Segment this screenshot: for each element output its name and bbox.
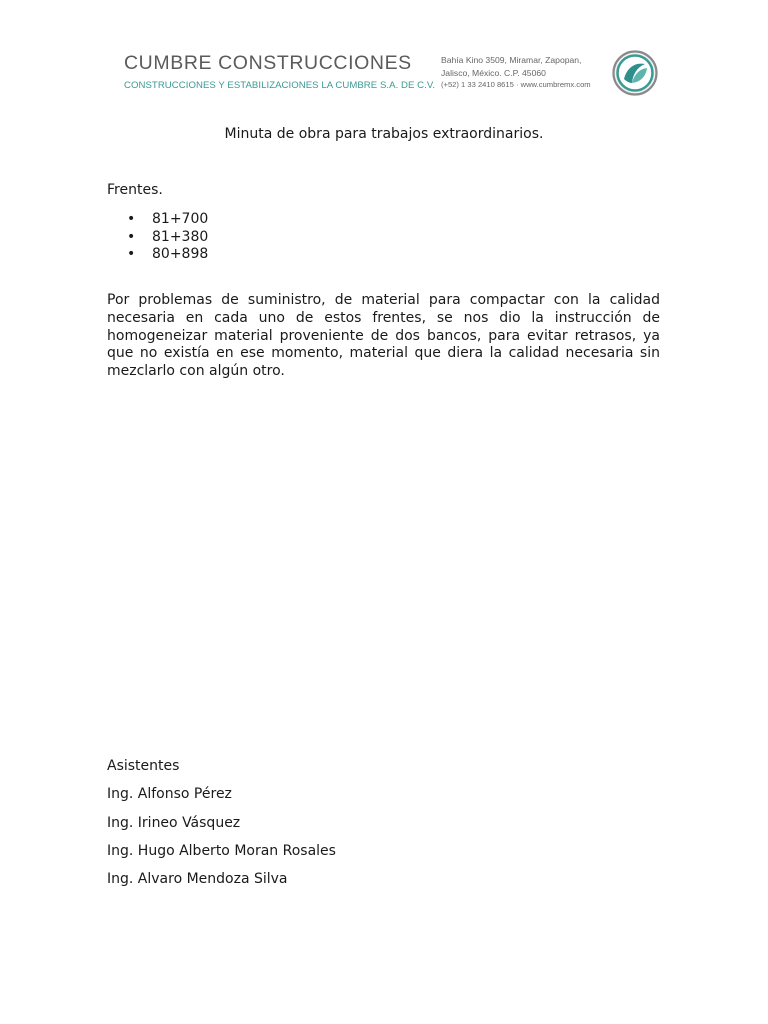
contact-line: (+52) 1 33 2410 8615 · www.cumbremx.com <box>441 80 591 89</box>
attendee-name: Ing. Alfonso Pérez <box>107 786 232 803</box>
address-line-1: Bahía Kino 3509, Miramar, Zapopan, <box>441 55 582 65</box>
company-address <box>441 54 591 92</box>
cumbre-logo-icon <box>612 50 658 96</box>
attendee-name: Ing. Alvaro Mendoza Silva <box>107 871 288 888</box>
company-legal-name: CONSTRUCCIONES Y ESTABILIZACIONES LA CUMBRE S.A. DE C.V. <box>124 80 436 91</box>
fronts-list <box>107 211 208 264</box>
document-title: Minuta de obra para trabajos extraordinarios. <box>224 126 544 142</box>
fronts-label: Frentes. <box>107 182 163 198</box>
attendees-section <box>107 758 336 899</box>
letterhead <box>124 50 660 100</box>
address-line-2: Jalisco, México. C.P. 45060 <box>441 67 546 78</box>
list-item: • 80+898 <box>107 246 208 264</box>
attendees-heading: Asistentes <box>107 758 180 774</box>
attendee-name: Ing. Hugo Alberto Moran Rosales <box>107 842 336 859</box>
company-name: CUMBRE CONSTRUCCIONES <box>124 52 412 74</box>
attendee-name: Ing. Irineo Vásquez <box>107 814 241 831</box>
body-paragraph: Por problemas de suministro, de material para compactar con la calidad necesaria en cada uno de estos frentes, se nos dio la instrucción de homogeneizar material proveniente de dos bancos, para evitar retrasos, ya que no existía en ese momento, material que diera la calidad necesaria sin mezclarlo con algún otro. <box>107 292 660 380</box>
list-item: • 81+380 <box>107 229 208 247</box>
list-item: • 81+700 <box>107 211 208 229</box>
